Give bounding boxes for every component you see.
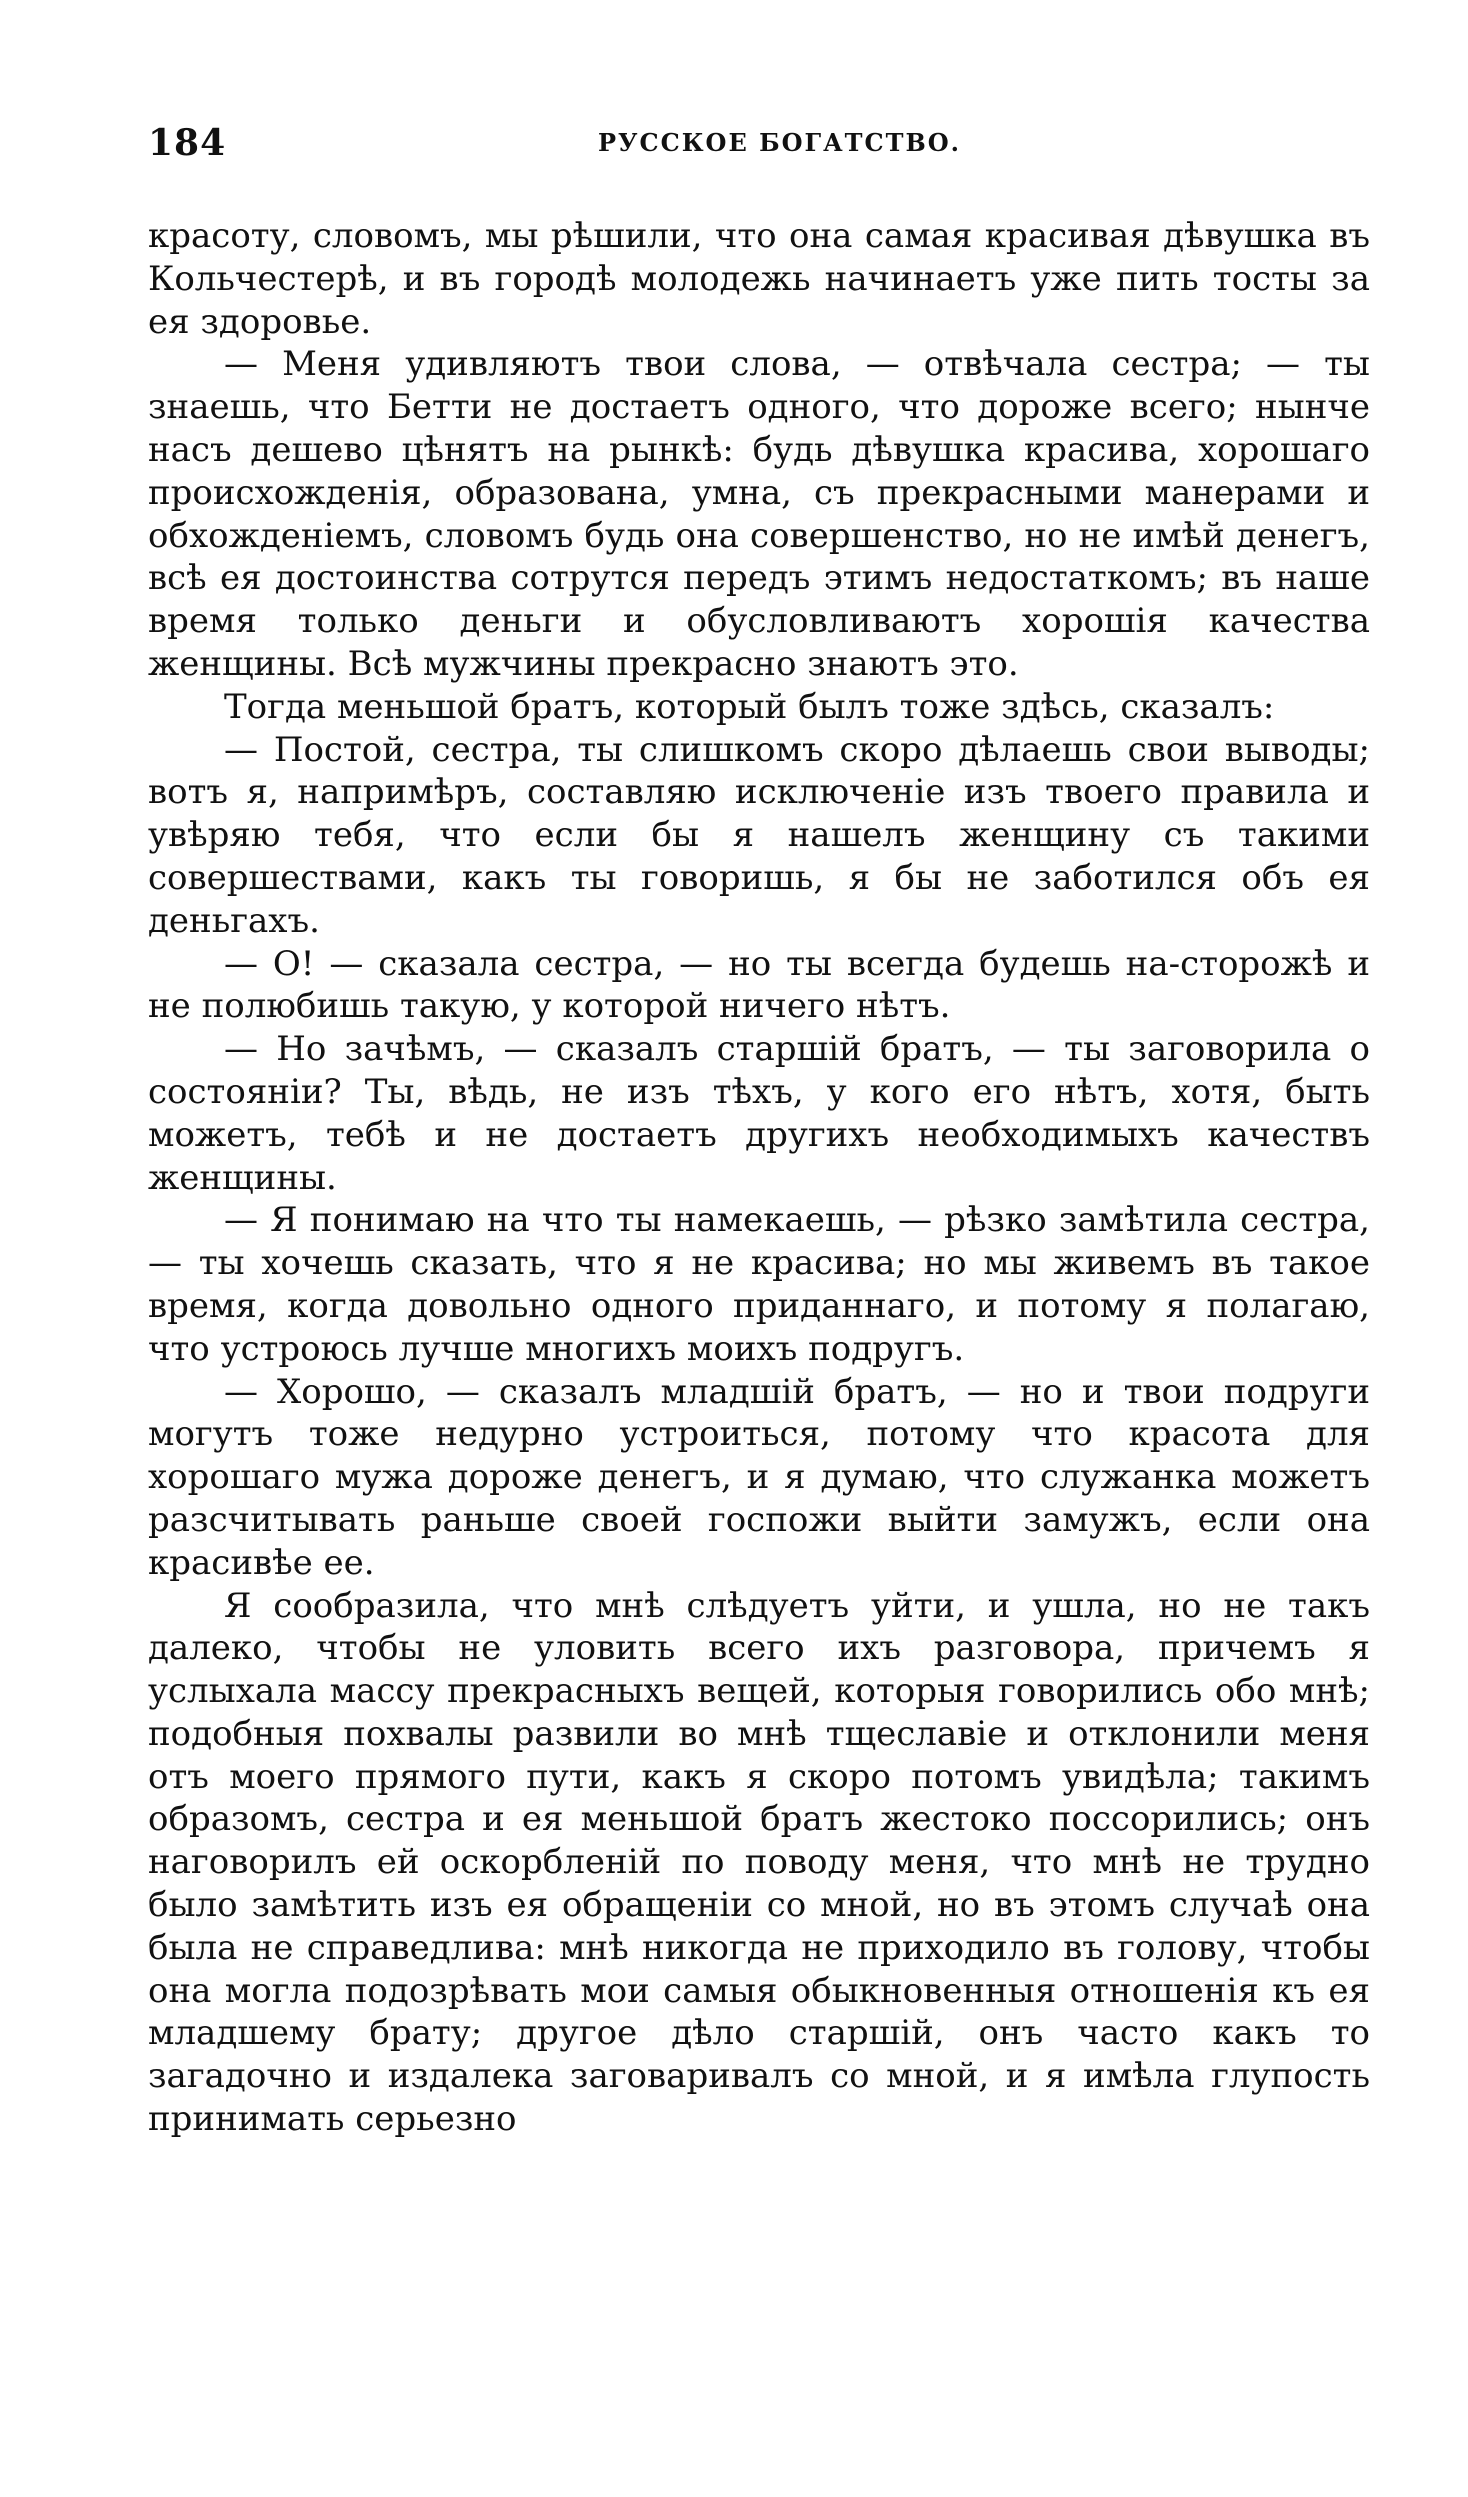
paragraph: — Но зачѣмъ, — сказалъ старшій братъ, — ты заговорила о состояніи? Ты, вѣдь, не изъ тѣхъ, у кого его нѣтъ, хотя, быть можетъ, тебѣ и не достаетъ другихъ необходимыхъ качествъ женщины. [148,1029,1370,1198]
running-head [148,122,1370,172]
paragraph: Тогда меньшой братъ, который былъ тоже здѣсь, сказалъ: [224,686,1275,727]
journal-title: РУССКОЕ БОГАТСТВО. [598,128,962,157]
paragraph: Я сообразила, что мнѣ слѣдуетъ уйти, и ушла, но не такъ далеко, чтобы не уловить всего ихъ разговора, причемъ я услыхала массу прекрасныхъ вещей, которыя говорились обо мнѣ; подобныя похвалы развили во мнѣ тщеславіе и отклонили меня отъ моего прямого пути, какъ я скоро потомъ увидѣла; такимъ образомъ, сестра и ея меньшой братъ жестоко поссорились; онъ наговорилъ ей оскорбленій по поводу меня, что мнѣ не трудно было замѣтить изъ ея обращеніи со мной, но въ этомъ случаѣ она была не справедлива: мнѣ никогда не приходило въ голову, чтобы она могла подозрѣвать мои самыя обыкновенныя отношенія къ ея младшему брату; другое дѣло старшій, онъ часто какъ то загадочно и издалека заговаривалъ со мной, и я имѣла глупость принимать серьезно [148,1585,1370,2140]
paragraph: — Меня удивляютъ твои слова, — отвѣчала сестра; — ты знаешь, что Бетти не достаетъ одного, что дороже всего; нынче насъ дешево цѣнятъ на рынкѣ: будь дѣвушка красива, хорошаго происхожденія, образована, умна, съ прекрасными манерами и обхожденіемъ, словомъ будь она совершенство, но не имѣй денегъ, всѣ ея достоинства сотрутся передъ этимъ недостаткомъ; въ наше время только деньги и обусловливаютъ хорошія качества женщины. Всѣ мужчины прекрасно знаютъ это. [148,344,1370,684]
paragraph: — Хорошо, — сказалъ младшій братъ, — но и твои подруги могутъ тоже недурно устроиться, потому что красота для хорошаго мужа дороже денегъ, и я думаю, что служанка можетъ разсчитывать раньше своей госпожи выйти замужъ, если она красивѣе ее. [148,1371,1370,1583]
page-number: 184 [148,122,227,164]
paragraph: — Я понимаю на что ты намекаешь, — рѣзко замѣтила сестра, — ты хочешь сказать, что я не красива; но мы живемъ въ такое время, когда довольно одного приданнаго, и потому я полагаю, что устроюсь лучше многихъ моихъ подругъ. [148,1200,1370,1369]
paragraph: красоту, словомъ, мы рѣшили, что она самая красивая дѣвушка въ Кольчестерѣ, и въ городѣ молодежь начинаетъ уже пить тосты за ея здоровье. [148,216,1370,342]
paragraph: — О! — сказала сестра, — но ты всегда будешь на-сторожѣ и не полюбишь такую, у которой ничего нѣтъ. [148,943,1370,1027]
paragraph: — Постой, сестра, ты слишкомъ скоро дѣлаешь свои выводы; вотъ я, напримѣръ, составляю исключеніе изъ твоего правила и увѣряю тебя, что если бы я нашелъ женщину съ такими совершествами, какъ ты говоришь, я бы не заботился объ ея деньгахъ. [148,729,1370,941]
body-text [148,215,1370,2141]
